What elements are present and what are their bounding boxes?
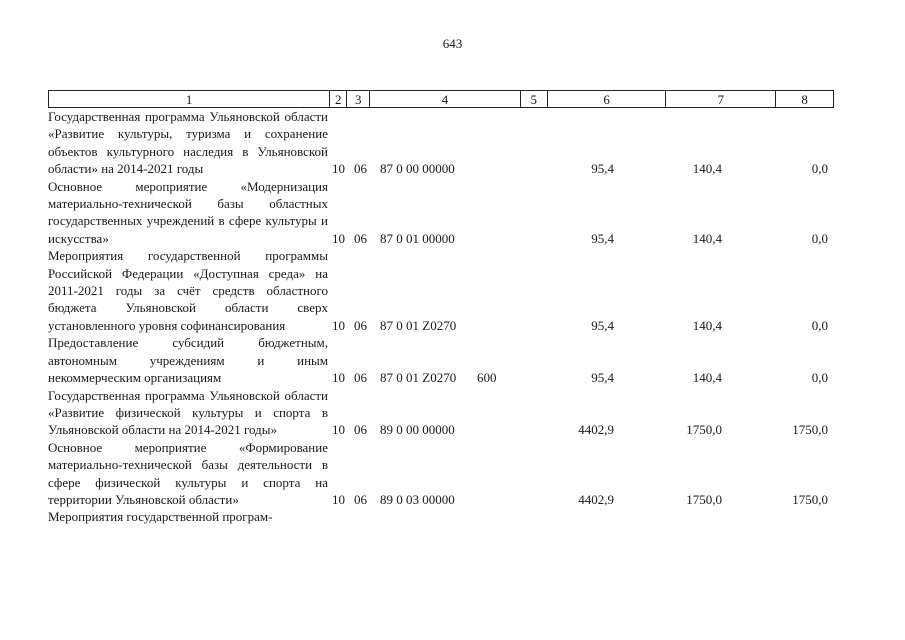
row-value-col7: 140,4 xyxy=(692,161,722,177)
column-header-5: 5 xyxy=(521,91,548,107)
row-value-col6: 95,4 xyxy=(591,230,614,246)
row-section: 10 xyxy=(332,317,345,333)
row-section: 10 xyxy=(332,491,345,507)
column-header-6: 6 xyxy=(548,91,667,107)
row-subsection: 06 xyxy=(354,317,367,333)
column-header-1: 1 xyxy=(49,91,330,107)
row-subsection: 06 xyxy=(354,230,367,246)
row-value-col7: 140,4 xyxy=(692,317,722,333)
row-name: Мероприятия государственной программы Российской Федерации «Доступная среда» на 2011-2021 годы за счёт средств областного бюджета Ульяновской области сверх установленного уровня софинансирования xyxy=(48,248,328,333)
column-header-7: 7 xyxy=(666,91,776,107)
row-target-article: 87 0 01 Z0270 xyxy=(380,317,457,333)
row-name: Мероприятия государственной програм- xyxy=(48,509,273,525)
row-value-col6: 95,4 xyxy=(591,317,614,333)
row-value-col8: 0,0 xyxy=(811,370,828,386)
row-section: 10 xyxy=(332,370,345,386)
row-expense-type: 600 xyxy=(477,370,497,386)
row-value-col8: 1750,0 xyxy=(792,491,828,507)
row-value-col6: 4402,9 xyxy=(578,422,614,438)
row-name: Основное мероприятие «Модернизация материально-технической базы областных государственных учреждений в сфере культуры и искусства» xyxy=(48,178,328,246)
row-value-col6: 4402,9 xyxy=(578,491,614,507)
table-row xyxy=(48,334,834,386)
row-name: Предоставление субсидий бюджетным, автономным учреждениям и иным некоммерческим организациям xyxy=(48,335,328,386)
column-header-3: 3 xyxy=(347,91,370,107)
row-target-article: 87 0 01 Z0270 xyxy=(380,370,457,386)
row-target-article: 87 0 00 00000 xyxy=(380,161,455,177)
column-header-2: 2 xyxy=(330,91,347,107)
row-target-article: 89 0 00 00000 xyxy=(380,422,455,438)
row-name: Основное мероприятие «Формирование материально-технической базы деятельности в сфере физической культуры и спорта на территории Ульяновской области» xyxy=(48,439,328,507)
page-number: 643 xyxy=(442,36,463,51)
table-body xyxy=(48,108,834,526)
table-row xyxy=(48,439,834,509)
row-value-col8: 0,0 xyxy=(811,317,828,333)
row-section: 10 xyxy=(332,230,345,246)
row-value-col6: 95,4 xyxy=(591,161,614,177)
table-row xyxy=(48,178,834,248)
row-value-col8: 0,0 xyxy=(811,230,828,246)
table-row xyxy=(48,387,834,439)
table-row xyxy=(48,108,834,178)
row-value-col8: 0,0 xyxy=(811,161,828,177)
row-section: 10 xyxy=(332,161,345,177)
row-subsection: 06 xyxy=(354,161,367,177)
row-name: Государственная программа Ульяновской области «Развитие культуры, туризма и сохранение объектов культурного наследия в Ульяновской области» на 2014-2021 годы xyxy=(48,109,328,177)
row-value-col7: 1750,0 xyxy=(686,422,722,438)
row-subsection: 06 xyxy=(354,370,367,386)
row-value-col7: 1750,0 xyxy=(686,491,722,507)
table-header xyxy=(48,90,834,108)
column-header-8: 8 xyxy=(801,92,808,107)
column-header-4: 4 xyxy=(370,91,521,107)
row-target-article: 87 0 01 00000 xyxy=(380,230,455,246)
table-row xyxy=(48,508,834,525)
table-row xyxy=(48,247,834,334)
row-section: 10 xyxy=(332,422,345,438)
row-target-article: 89 0 03 00000 xyxy=(380,491,455,507)
row-value-col7: 140,4 xyxy=(692,230,722,246)
row-name: Государственная программа Ульяновской области «Развитие физической культуры и спорта в Ульяновской области на 2014-2021 годы» xyxy=(48,387,328,438)
row-value-col8: 1750,0 xyxy=(792,422,828,438)
row-subsection: 06 xyxy=(354,491,367,507)
row-subsection: 06 xyxy=(354,422,367,438)
row-value-col7: 140,4 xyxy=(692,370,722,386)
row-value-col6: 95,4 xyxy=(591,370,614,386)
